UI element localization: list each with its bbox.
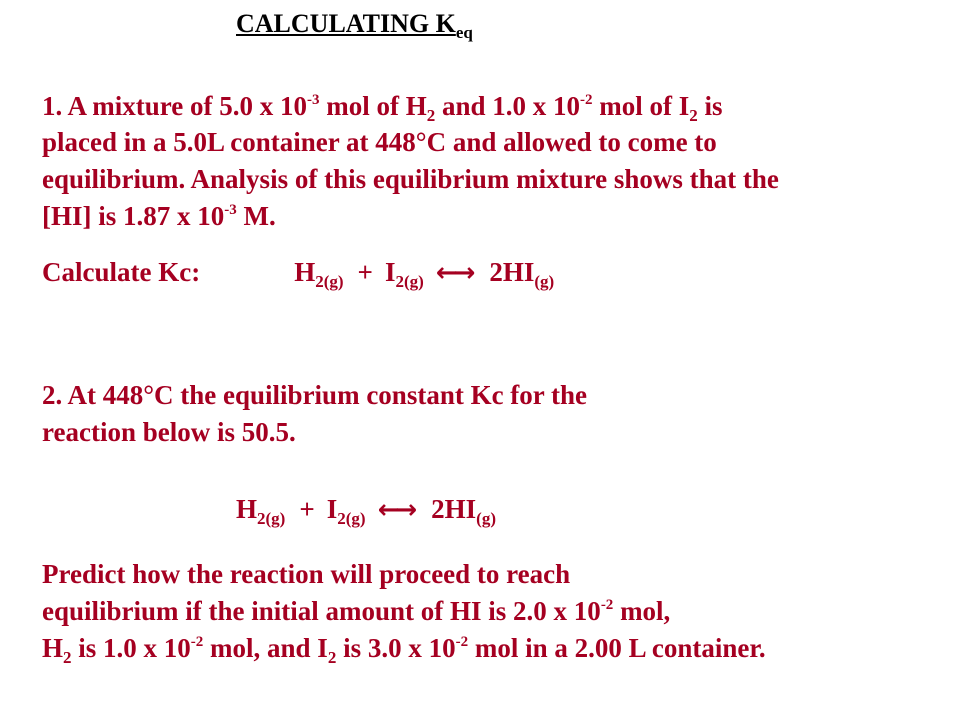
- equilibrium-arrow-icon: ←→: [435, 258, 472, 288]
- equation-1: $H_{2(g)} + I_{2(g)}$ ←→ $2HI_{(g)}$: [294, 257, 555, 291]
- predict-line2: equilibrium if the initial amount of HI is 2.0 x $10^{-2}$ mol,: [42, 596, 671, 626]
- slide-title: CALCULATING $K_{eq}$: [236, 9, 473, 42]
- equation-2: $H_{2(g)} + I_{2(g)}$ ←→ $2HI_{(g)}$: [236, 494, 496, 528]
- problem1-line2: placed in a 5.0L container at 448°C and allowed to come to: [42, 127, 717, 157]
- problem1-line1: 1. A mixture of 5.0 x $10^{-3}$ mol of $H_2$ and 1.0 x $10^{-2}$ mol of $I_2$ is: [42, 91, 723, 125]
- calculate-kc-label: Calculate Kc:: [42, 257, 201, 287]
- problem1-line3: equilibrium. Analysis of this equilibrium mixture shows that the: [42, 164, 779, 194]
- problem2-line1: 2. At 448°C the equilibrium constant Kc for the: [42, 380, 588, 410]
- predict-line1: Predict how the reaction will proceed to reach: [42, 559, 571, 589]
- predict-line3: $H_2$ is 1.0 x $10^{-2}$ mol, and $I_2$ is 3.0 x $10^{-2}$ mol in a 2.00 L container.: [42, 633, 766, 667]
- equilibrium-arrow-icon: ←→: [377, 495, 414, 525]
- title-subscript: eq: [455, 23, 473, 42]
- problem1-line4: [HI] is 1.87 x $10^{-3}$ M.: [42, 201, 276, 231]
- problem2-line2: reaction below is 50.5.: [42, 417, 296, 447]
- calculate-kc-line: [42, 256, 554, 289]
